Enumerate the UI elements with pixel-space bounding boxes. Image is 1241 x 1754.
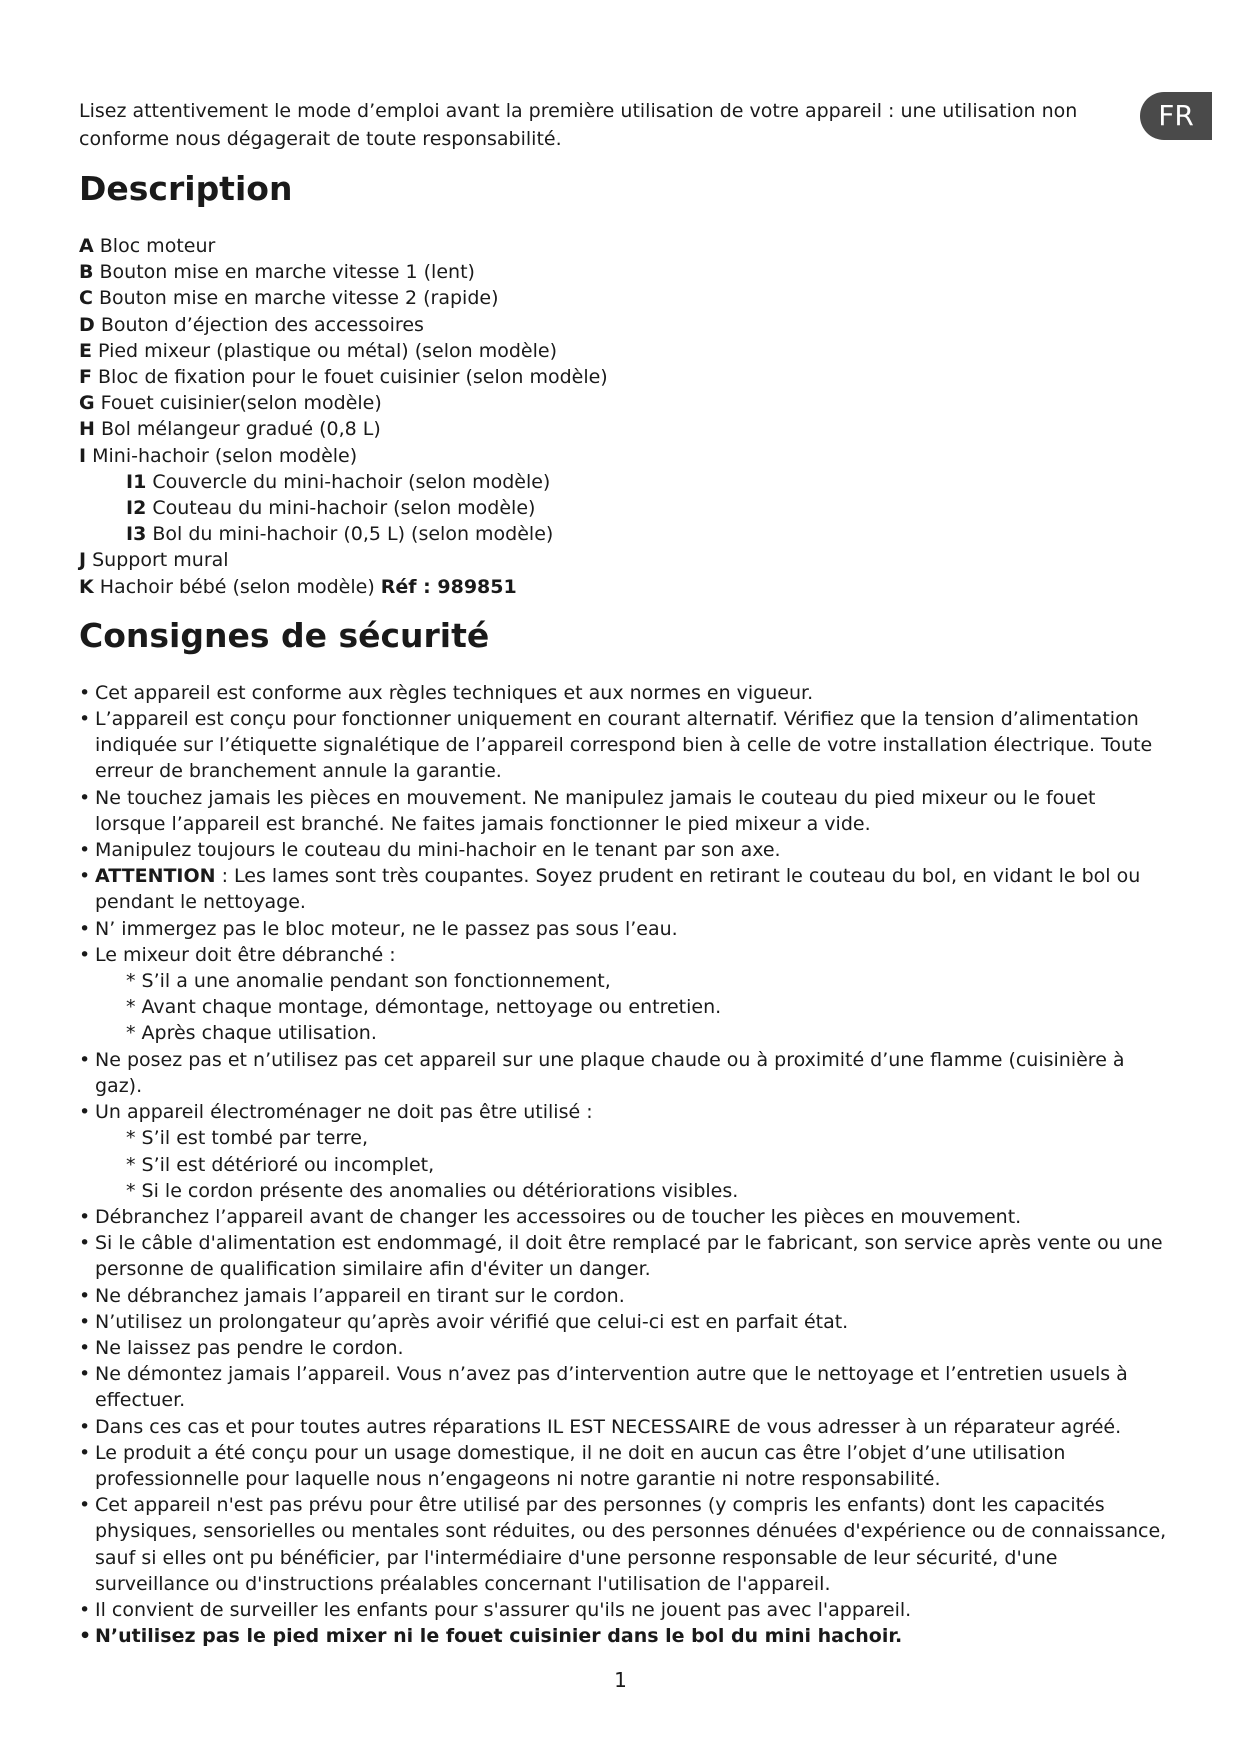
description-subitem: I3 Bol du mini-hachoir (0,5 L) (selon modèle): [126, 523, 554, 546]
safety-subitem: * S’il a une anomalie pendant son fonctionnement,: [126, 970, 611, 993]
warning-label: ATTENTION: [95, 865, 216, 888]
safety-item: • L’appareil est conçu pour fonctionner uniquement en courant alternatif. Vérifiez que la tension d’alimentation indiquée sur l’étiquette signalétique de l’appareil correspond bien à celle de votre installation électrique. Toute erreur de branchement annule la garantie.: [79, 706, 1169, 785]
safety-heading: Consignes de sécurité: [79, 615, 490, 655]
safety-subitem: * Après chaque utilisation.: [126, 1022, 377, 1045]
safety-item-warning: • ATTENTION : Les lames sont très coupantes. Soyez prudent en retirant le couteau du bol, en vidant le bol ou pendant le nettoyage.: [79, 863, 1169, 915]
safety-item: • Dans ces cas et pour toutes autres réparations IL EST NECESSAIRE de vous adresser à un réparateur agréé.: [79, 1414, 1169, 1440]
description-heading: Description: [79, 169, 293, 208]
safety-subitem: * S’il est détérioré ou incomplet,: [126, 1153, 435, 1176]
description-item: G Fouet cuisinier(selon modèle): [79, 392, 382, 415]
intro-paragraph: Lisez attentivement le mode d’emploi avant la première utilisation de votre appareil : une utilisation non conforme nous dégagerait de toute responsabilité.: [79, 100, 1078, 150]
reference-number: Réf : 989851: [380, 575, 517, 598]
safety-item: • Le produit a été conçu pour un usage domestique, il ne doit en aucun cas être l’objet d’une utilisation professionnelle pour laquelle nous n’engageons ni notre garantie ni notre responsabilité.: [79, 1440, 1169, 1492]
description-item: I Mini-hachoir (selon modèle): [79, 444, 358, 467]
description-item: C Bouton mise en marche vitesse 2 (rapide): [79, 287, 499, 310]
safety-item: • N’ immergez pas le bloc moteur, ne le passez pas sous l’eau.: [79, 916, 1169, 942]
safety-item: • Manipulez toujours le couteau du mini-hachoir en le tenant par son axe.: [79, 837, 1169, 863]
description-list: [79, 233, 1169, 600]
safety-item: • Ne laissez pas pendre le cordon.: [79, 1335, 1169, 1361]
safety-item: • Il convient de surveiller les enfants pour s'assurer qu'ils ne jouent pas avec l'appareil.: [79, 1597, 1169, 1623]
safety-item: • Ne démontez jamais l’appareil. Vous n’avez pas d’intervention autre que le nettoyage et l’entretien usuels à effectuer.: [79, 1361, 1169, 1413]
description-item: E Pied mixeur (plastique ou métal) (selon modèle): [79, 339, 557, 362]
safety-subitem: * Si le cordon présente des anomalies ou détériorations visibles.: [126, 1179, 739, 1202]
safety-item: • Ne posez pas et n’utilisez pas cet appareil sur une plaque chaude ou à proximité d’une flamme (cuisinière à gaz).: [79, 1047, 1169, 1099]
safety-subitem: * S’il est tombé par terre,: [126, 1127, 368, 1150]
safety-item: • Ne touchez jamais les pièces en mouvement. Ne manipulez jamais le couteau du pied mixeur ou le fouet lorsque l’appareil est branché. Ne faites jamais fonctionner le pied mixeur a vide.: [79, 785, 1169, 837]
description-item: B Bouton mise en marche vitesse 1 (lent): [79, 261, 475, 284]
page-number: 1: [614, 1668, 627, 1692]
safety-item: • Si le câble d'alimentation est endommagé, il doit être remplacé par le fabricant, son service après vente ou une personne de qualification similaire afin d'éviter un danger.: [79, 1230, 1169, 1282]
safety-item-final: • N’utilisez pas le pied mixer ni le fouet cuisinier dans le bol du mini hachoir.: [79, 1623, 1169, 1649]
safety-list: [79, 680, 1169, 1650]
safety-item: • Le mixeur doit être débranché :: [79, 942, 1169, 968]
safety-item: • Un appareil électroménager ne doit pas être utilisé :: [79, 1099, 1169, 1125]
safety-item: • Cet appareil est conforme aux règles techniques et aux normes en vigueur.: [79, 680, 1169, 706]
description-subitem: I2 Couteau du mini-hachoir (selon modèle): [126, 497, 536, 520]
description-subitem: I1 Couvercle du mini-hachoir (selon modèle): [126, 470, 551, 493]
safety-item: • N’utilisez un prolongateur qu’après avoir vérifié que celui-ci est en parfait état.: [79, 1309, 1169, 1335]
description-item: D Bouton d’éjection des accessoires: [79, 313, 424, 336]
language-badge: FR: [1140, 92, 1212, 140]
safety-item: • Cet appareil n'est pas prévu pour être utilisé par des personnes (y compris les enfants) dont les capacités physiques, sensorielles ou mentales sont réduites, ou des personnes dénuées d'expérience ou de connaissance, sauf si elles ont pu bénéficier, par l'intermédiaire d'une personne responsable de leur sécurité, d'une surveillance ou d'instructions préalables concernant l'utilisation de l'appareil.: [79, 1492, 1169, 1597]
description-item: J Support mural: [79, 549, 229, 572]
safety-subitem: * Avant chaque montage, démontage, nettoyage ou entretien.: [126, 996, 722, 1019]
description-item: K Hachoir bébé (selon modèle) Réf : 989851: [79, 575, 517, 598]
safety-item: • Ne débranchez jamais l’appareil en tirant sur le cordon.: [79, 1283, 1169, 1309]
description-item: A Bloc moteur: [79, 235, 216, 257]
page-content: [79, 97, 1169, 1649]
description-item: F Bloc de fixation pour le fouet cuisinier (selon modèle): [79, 366, 608, 389]
safety-item: • Débranchez l’appareil avant de changer les accessoires ou de toucher les pièces en mouvement.: [79, 1204, 1169, 1230]
description-item: H Bol mélangeur gradué (0,8 L): [79, 418, 381, 441]
